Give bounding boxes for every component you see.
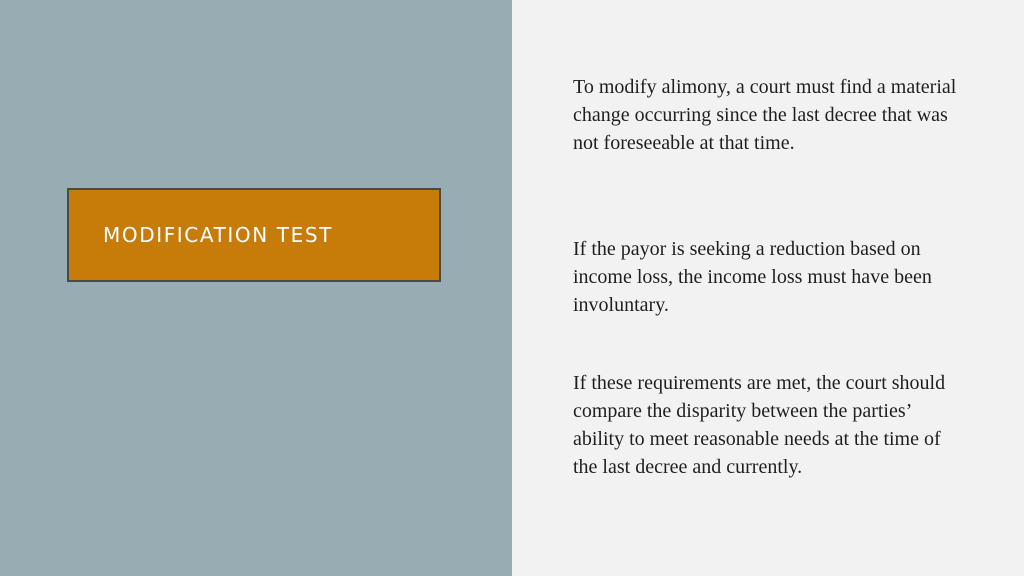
paragraph-compare-disparity: If these requirements are met, the court should compare the disparity between the parties’ ability to meet reasonable needs at the time of the last decree and currently.	[573, 372, 946, 478]
slide-title: MODIFICATION TEST	[103, 223, 333, 247]
paragraph-income-loss: If the payor is seeking a reduction based on income loss, the income loss must have been involuntary.	[573, 238, 932, 316]
title-box	[67, 188, 441, 282]
paragraph-material-change: To modify alimony, a court must find a material change occurring since the last decree that was not foreseeable at that time.	[573, 76, 957, 154]
